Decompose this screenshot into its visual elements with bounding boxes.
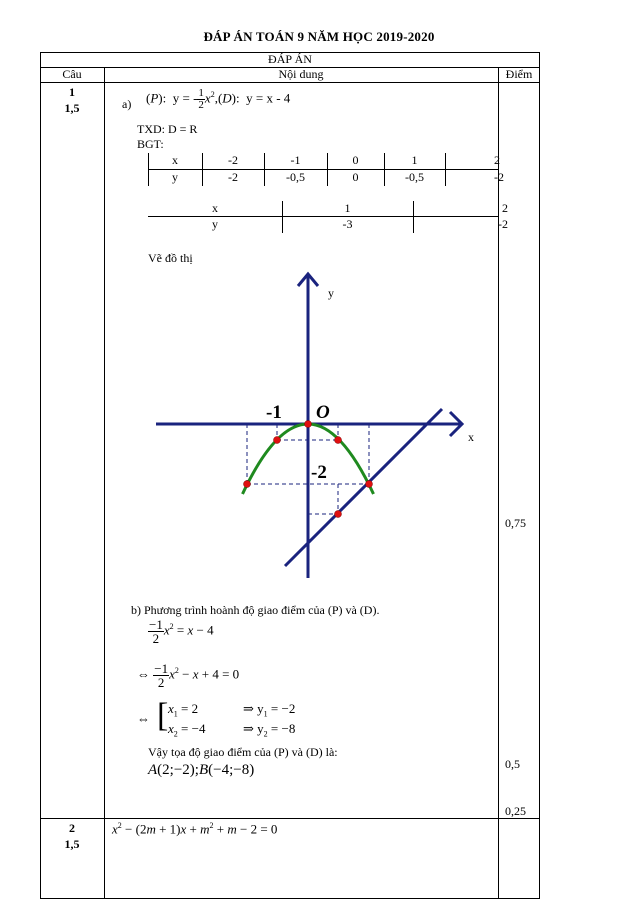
score-part-b-1: 0,5 <box>505 757 520 771</box>
table-p-cell: -1 <box>290 153 301 167</box>
col-header-noi-dung: Nội dung <box>278 67 324 81</box>
label-x: x <box>468 430 474 444</box>
table-p-cell: -2 <box>228 153 238 167</box>
table-p-cell: -0,5 <box>286 170 305 184</box>
table-d-cell: -2 <box>498 217 508 231</box>
domain-text: TXD: D = R <box>137 122 198 136</box>
intersection-points: A(2;−2);B(−4;−8) <box>148 762 255 778</box>
table-d-cell: -3 <box>342 217 353 231</box>
score-part-b-2: 0,25 <box>505 804 526 818</box>
part-a-formula: (P): y = - $\frac{1}{2}$ $x^2,(D)$: y = x - 4 <box>146 87 291 111</box>
question-1-number: 1 <box>69 85 75 99</box>
part-a-label: a) <box>122 97 132 111</box>
table-p-cell: 2 <box>494 153 500 167</box>
value-table-parabola <box>148 153 504 186</box>
question-2-equation: $x^2 - (2m + 1)x + m^2 + m - 2 = 0$ <box>112 821 278 837</box>
table-p-cell: 0 <box>352 153 359 167</box>
col-header-diem: Điểm <box>505 67 533 81</box>
label-neg2: -2 <box>311 462 327 483</box>
table-p-cell: 0 <box>352 170 359 184</box>
table-top-header: ĐÁP ÁN <box>268 52 312 66</box>
part-b-text: b) Phương trình hoành độ giao điểm của (P) và (D). <box>131 603 380 617</box>
table-d-x-label: x <box>212 201 218 215</box>
equation-2: ⇔ $\frac{-1}{2}$ $x^2 - x + 4 = 0$ <box>137 661 240 690</box>
equation-1: $\frac{-1}{2}$ $x^2 = x - 4$ <box>149 617 214 646</box>
table-p-cell: -0,5 <box>405 170 424 184</box>
document-title: ĐÁP ÁN TOÁN 9 NĂM HỌC 2019-2020 <box>203 29 435 44</box>
question-1-points: 1,5 <box>64 101 80 115</box>
table-p-x-label: x <box>172 153 178 167</box>
question-2-number: 2 <box>69 821 75 835</box>
label-o: O <box>316 402 330 423</box>
table-d-cell: 1 <box>344 201 351 215</box>
conclusion-text: Vậy tọa độ giao điểm của (P) và (D) là: <box>148 745 338 759</box>
col-header-cau: Câu <box>62 67 82 81</box>
table-p-cell: -2 <box>228 170 238 184</box>
draw-graph-label: Vẽ đồ thị <box>148 251 193 265</box>
table-d-cell: 2 <box>502 201 508 215</box>
table-p-cell: -2 <box>494 170 504 184</box>
label-neg1: -1 <box>266 402 282 423</box>
question-2-points: 1,5 <box>64 837 80 851</box>
table-p-cell: 1 <box>411 153 418 167</box>
bgt-label: BGT: <box>137 137 164 151</box>
value-table-line <box>148 201 508 233</box>
table-d-y-label: y <box>212 217 218 231</box>
label-y: y <box>328 286 334 300</box>
score-part-a: 0,75 <box>505 516 526 530</box>
table-p-y-label: y <box>172 170 178 184</box>
